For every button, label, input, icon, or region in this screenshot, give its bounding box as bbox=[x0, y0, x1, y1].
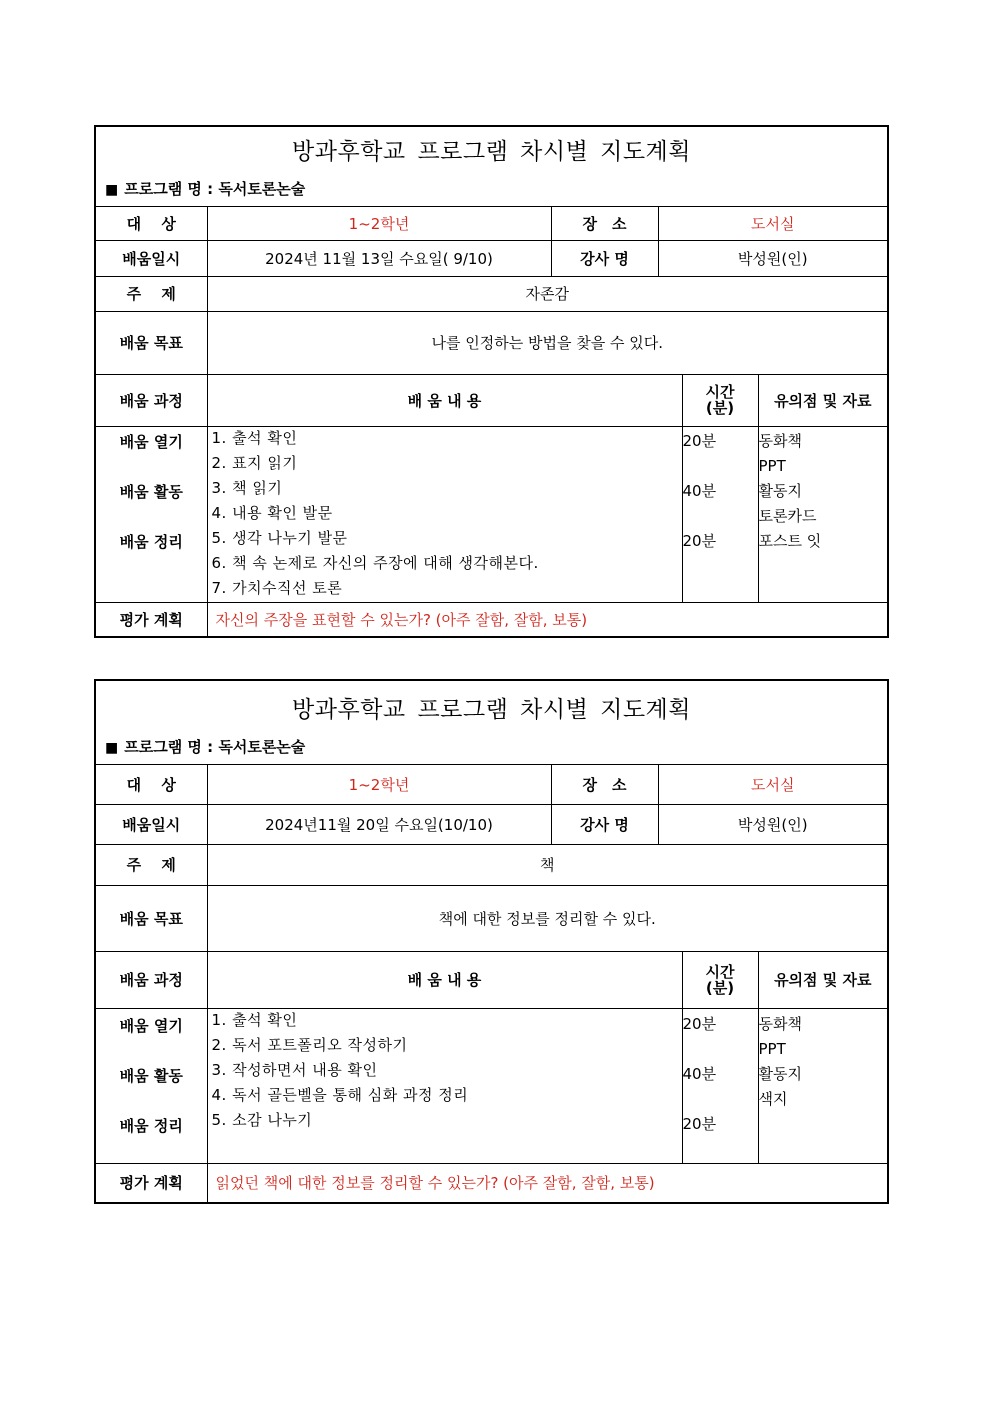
evaluation-label: 평가 계획 bbox=[96, 1163, 207, 1202]
material-item: 동화책 bbox=[758, 1014, 802, 1033]
time-column bbox=[682, 426, 758, 602]
materials-list bbox=[758, 426, 887, 602]
time-item: 20분 bbox=[682, 1014, 717, 1033]
program-name-label: 프로그램 명 : 독서토론논술 bbox=[124, 180, 306, 198]
goal-value: 책에 대한 정보를 정리할 수 있다. bbox=[207, 885, 887, 951]
step-item: 1. 출석 확인 bbox=[211, 428, 298, 447]
time-header bbox=[682, 951, 758, 1008]
plan-table bbox=[96, 681, 887, 1202]
time-item: 20분 bbox=[682, 431, 717, 450]
step-item: 7. 가치수직선 토론 bbox=[211, 578, 343, 597]
plan-header bbox=[96, 127, 887, 206]
goal-label: 배움 목표 bbox=[96, 885, 207, 951]
step-item: 2. 독서 포트폴리오 작성하기 bbox=[211, 1035, 408, 1054]
date-label: 배움일시 bbox=[96, 240, 207, 276]
place-label: 장 소 bbox=[551, 764, 658, 804]
step-item: 1. 출석 확인 bbox=[211, 1010, 298, 1029]
target-value: 1~2학년 bbox=[207, 206, 551, 240]
plan-table bbox=[96, 127, 887, 636]
phase-column bbox=[96, 1008, 207, 1163]
time-item: 40분 bbox=[682, 481, 717, 500]
materials-header: 유의점 및 자료 bbox=[758, 951, 887, 1008]
material-item: PPT bbox=[758, 1039, 786, 1058]
step-item: 3. 책 읽기 bbox=[211, 478, 283, 497]
teacher-value: 박성원(인) bbox=[658, 240, 887, 276]
target-label: 대 상 bbox=[96, 206, 207, 240]
steps-list bbox=[207, 426, 682, 602]
time-item bbox=[683, 1088, 758, 1113]
time-header bbox=[682, 374, 758, 426]
process-label: 배움 과정 bbox=[96, 374, 207, 426]
place-label: 장 소 bbox=[551, 206, 658, 240]
time-item bbox=[683, 455, 758, 480]
goal-label: 배움 목표 bbox=[96, 311, 207, 374]
square-bullet-icon: ■ bbox=[105, 182, 119, 198]
step-item: 3. 작성하면서 내용 확인 bbox=[211, 1060, 378, 1079]
materials-header: 유의점 및 자료 bbox=[758, 374, 887, 426]
phase-open: 배움 열기 bbox=[119, 432, 183, 451]
time-item: 40분 bbox=[682, 1064, 717, 1083]
teacher-label: 강사 명 bbox=[551, 240, 658, 276]
teacher-value: 박성원(인) bbox=[658, 804, 887, 844]
time-item: 20분 bbox=[682, 531, 717, 550]
step-item: 5. 소감 나누기 bbox=[211, 1110, 313, 1129]
step-item: 5. 생각 나누기 발문 bbox=[211, 528, 348, 547]
topic-value: 책 bbox=[207, 844, 887, 885]
program-name bbox=[96, 166, 887, 199]
material-item: 색지 bbox=[758, 1089, 788, 1108]
place-value: 도서실 bbox=[658, 206, 887, 240]
evaluation-value: 읽었던 책에 대한 정보를 정리할 수 있는가? (아주 잘함, 잘함, 보통) bbox=[207, 1163, 887, 1202]
phase-close: 배움 정리 bbox=[119, 532, 183, 551]
time-item bbox=[683, 505, 758, 530]
target-value: 1~2학년 bbox=[207, 764, 551, 804]
time-header-top: 시간 bbox=[705, 383, 735, 401]
phase-activity: 배움 활동 bbox=[119, 482, 183, 501]
material-item: 활동지 bbox=[758, 1064, 802, 1083]
material-item: 활동지 bbox=[758, 481, 802, 500]
evaluation-label: 평가 계획 bbox=[96, 602, 207, 636]
material-item: 동화책 bbox=[758, 431, 802, 450]
material-item: 포스트 잇 bbox=[758, 531, 822, 550]
process-label: 배움 과정 bbox=[96, 951, 207, 1008]
time-item bbox=[683, 1038, 758, 1063]
target-label: 대 상 bbox=[96, 764, 207, 804]
plan-title: 방과후학교 프로그램 차시별 지도계획 bbox=[292, 697, 691, 723]
goal-value: 나를 인정하는 방법을 찾을 수 있다. bbox=[207, 311, 887, 374]
phase-activity: 배움 활동 bbox=[119, 1066, 183, 1085]
material-item: 토론카드 bbox=[758, 506, 817, 525]
materials-list bbox=[758, 1008, 887, 1163]
date-label: 배움일시 bbox=[96, 804, 207, 844]
content-header: 배 움 내 용 bbox=[207, 374, 682, 426]
lesson-plan-1 bbox=[94, 125, 889, 638]
program-name bbox=[96, 724, 887, 757]
time-header-unit: (분) bbox=[705, 978, 735, 997]
material-item: PPT bbox=[758, 456, 786, 475]
topic-label: 주 제 bbox=[96, 276, 207, 311]
plan-title: 방과후학교 프로그램 차시별 지도계획 bbox=[292, 139, 691, 165]
time-column bbox=[682, 1008, 758, 1163]
step-item: 4. 내용 확인 발문 bbox=[211, 503, 333, 522]
teacher-label: 강사 명 bbox=[551, 804, 658, 844]
date-value: 2024년11월 20일 수요일(10/10) bbox=[207, 804, 551, 844]
square-bullet-icon: ■ bbox=[105, 740, 119, 756]
step-item: 6. 책 속 논제로 자신의 주장에 대해 생각해본다. bbox=[211, 553, 539, 572]
content-header: 배 움 내 용 bbox=[207, 951, 682, 1008]
time-header-unit: (분) bbox=[705, 399, 735, 417]
time-item: 20분 bbox=[682, 1114, 717, 1133]
place-value: 도서실 bbox=[658, 764, 887, 804]
phase-close: 배움 정리 bbox=[119, 1116, 183, 1135]
topic-label: 주 제 bbox=[96, 844, 207, 885]
phase-column bbox=[96, 426, 207, 602]
topic-value: 자존감 bbox=[207, 276, 887, 311]
lesson-plan-2 bbox=[94, 679, 889, 1204]
phase-open: 배움 열기 bbox=[119, 1016, 183, 1035]
date-value: 2024년 11월 13일 수요일( 9/10) bbox=[207, 240, 551, 276]
step-item: 2. 표지 읽기 bbox=[211, 453, 298, 472]
steps-list bbox=[207, 1008, 682, 1163]
evaluation-value: 자신의 주장을 표현할 수 있는가? (아주 잘함, 잘함, 보통) bbox=[207, 602, 887, 636]
time-header-top: 시간 bbox=[705, 962, 735, 981]
plan-header bbox=[96, 681, 887, 764]
step-item: 4. 독서 골든벨을 통해 심화 과정 정리 bbox=[211, 1085, 469, 1104]
program-name-label: 프로그램 명 : 독서토론논술 bbox=[124, 738, 306, 756]
